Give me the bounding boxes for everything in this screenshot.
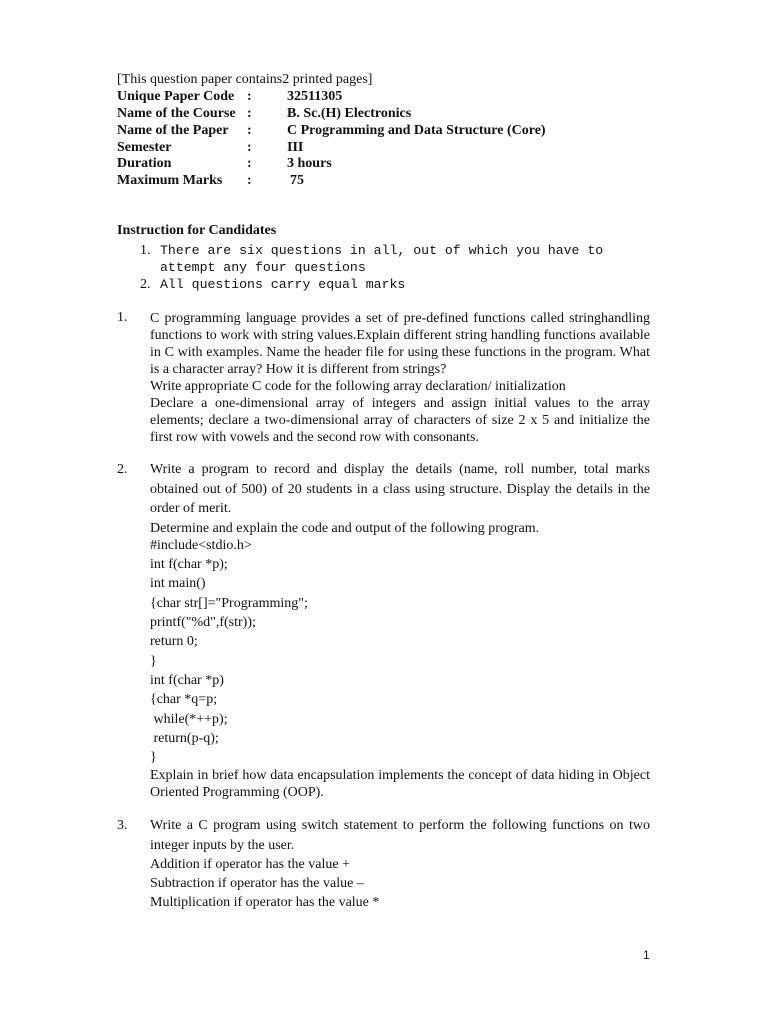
operator-line: Multiplication if operator has the value * (150, 895, 380, 910)
header-note: [This question paper contains2 printed pages] (117, 72, 373, 87)
meta-sep: : (247, 106, 252, 121)
instruction-text: There are six questions in all, out of which you have to (160, 243, 604, 258)
meta-value: 32511305 (287, 89, 343, 104)
question-number: 2. (117, 462, 128, 477)
question-paragraph: Write appropriate C code for the following array declaration/ initialization (150, 379, 566, 394)
meta-value: C Programming and Data Structure (Core) (287, 123, 546, 138)
meta-sep: : (247, 123, 252, 138)
operator-line: Addition if operator has the value + (150, 857, 350, 872)
meta-value: 75 (290, 173, 304, 188)
question-paragraph: Write a C program using switch statement to perform the following functions on two integer inputs by the user. (150, 818, 650, 853)
code-line: } (150, 654, 157, 669)
meta-label: Name of the Course (117, 106, 236, 121)
meta-value: B. Sc.(H) Electronics (287, 106, 412, 121)
question-3-intro (150, 816, 650, 855)
code-line: int f(char *p) (150, 673, 224, 688)
question-2-intro (150, 460, 650, 538)
instruction-number: 2. (140, 277, 151, 292)
code-line: } (150, 750, 157, 765)
page-number: 1 (643, 948, 650, 962)
question-number: 1. (117, 310, 128, 325)
meta-sep: : (247, 156, 252, 171)
code-line: {char str[]="Programming"; (150, 596, 308, 611)
meta-value: III (287, 140, 304, 155)
question-1 (150, 310, 650, 446)
code-line: {char *q=p; (150, 692, 218, 707)
code-line: return(p-q); (150, 731, 219, 746)
instructions-title: Instruction for Candidates (117, 223, 277, 238)
meta-sep: : (247, 89, 252, 104)
code-line: printf("%d",f(str)); (150, 615, 256, 630)
meta-label: Maximum Marks (117, 173, 223, 188)
meta-sep: : (247, 140, 252, 155)
code-line: return 0; (150, 634, 198, 649)
question-2-part-c (150, 767, 650, 801)
instruction-text: attempt any four questions (160, 260, 366, 275)
meta-label: Semester (117, 140, 172, 155)
code-line: while(*++p); (150, 712, 228, 727)
meta-label: Unique Paper Code (117, 89, 235, 104)
meta-label: Duration (117, 156, 172, 171)
question-paragraph: Explain in brief how data encapsulation implements the concept of data hiding in Object Oriented Programming (OOP). (150, 768, 650, 800)
code-line: #include<stdio.h> (150, 538, 252, 553)
question-number: 3. (117, 818, 128, 833)
instruction-text: All questions carry equal marks (160, 277, 406, 292)
question-paragraph: Write a program to record and display the details (name, roll number, total marks obtained out of 500) of 20 students in a class using structure. Display the details in the order of merit. (150, 462, 650, 516)
operator-line: Subtraction if operator has the value – (150, 876, 364, 891)
code-line: int main() (150, 576, 206, 591)
code-line: int f(char *p); (150, 557, 228, 572)
instruction-number: 1. (140, 243, 151, 258)
meta-label: Name of the Paper (117, 123, 229, 138)
question-paragraph: Declare a one-dimensional array of integers and assign initial values to the array elements; declare a two-dimensional array of characters of size 2 x 5 and initialize the first row with vowels and the second row with consonants. (150, 396, 650, 445)
question-paragraph: C programming language provides a set of pre-defined functions called stringhandling functions to work with string values.Explain different string handling functions available in C with examples. Name the header file for using these functions in the program. What is a character array? How it is different from strings? (150, 311, 650, 377)
question-paragraph: Determine and explain the code and output of the following program. (150, 520, 540, 536)
meta-value: 3 hours (287, 156, 332, 171)
meta-sep: : (247, 173, 252, 188)
